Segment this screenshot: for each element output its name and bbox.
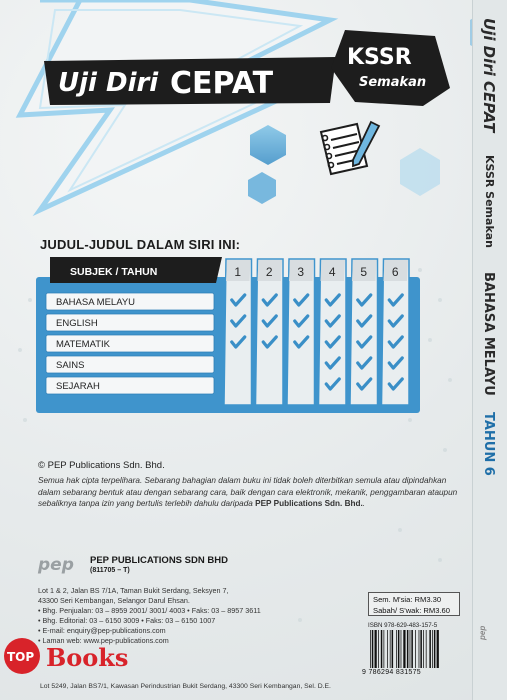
barcode-number: 9 786294 831575 xyxy=(362,669,421,676)
publisher-reg: (811705 – T) xyxy=(90,567,130,574)
barcode xyxy=(368,630,463,668)
spine-kssr: KSSR Semakan xyxy=(483,155,496,249)
book-spine xyxy=(472,0,507,700)
copyright-line: © PEP Publications Sdn. Bhd. xyxy=(38,460,165,471)
barcode-bar xyxy=(375,630,377,668)
year-label: 6 xyxy=(391,265,399,279)
barcode-bar xyxy=(381,630,383,668)
barcode-bar xyxy=(415,630,416,668)
notebook-pencil-icon xyxy=(315,120,385,180)
editorial-phone: • Bhg. Editorial: 03 – 6150 3009 • Faks: 03 – 6150 1007 xyxy=(38,616,216,625)
spine-title: Uji Diri CEPAT xyxy=(480,18,498,133)
price-east: Sabah/ S'wak: RM3.60 xyxy=(373,606,451,615)
watermark-books-text: Books xyxy=(46,643,129,672)
barcode-bar xyxy=(396,630,397,668)
year-label: 1 xyxy=(234,265,242,279)
publisher-website: • Laman web: www.pep-publications.com xyxy=(38,636,169,645)
semakan-text: Semakan xyxy=(359,75,427,90)
sales-phone: • Bhg. Penjualan: 03 – 8959 2001/ 3001/ 4003 • Faks: 03 – 8957 3611 xyxy=(38,606,261,615)
barcode-bar xyxy=(390,630,391,668)
barcode-bar xyxy=(387,630,388,668)
topbooks-watermark-logo xyxy=(2,636,162,676)
barcode-bar xyxy=(434,630,436,668)
barcode-bar xyxy=(401,630,402,668)
series-heading: JUDUL-JUDUL DALAM SIRI INI: xyxy=(40,237,241,252)
barcode-bar xyxy=(429,630,431,668)
barcode-bar xyxy=(426,630,427,668)
legal-company: PEP Publications Sdn. Bhd. xyxy=(255,499,363,508)
price-peninsular: Sem. M'sia: RM3.30 xyxy=(373,595,442,604)
series-title-part1: Uji Diri xyxy=(58,68,159,98)
price-box xyxy=(368,592,460,616)
barcode-bar xyxy=(437,630,439,668)
year-label: 4 xyxy=(328,265,336,279)
legal-notice: Semua hak cipta terpelihara. Sebarang bahagian dalam buku ini tidak boleh diterbitkan semula atau dipindahkan dalam sebarang bentuk atau dengan sebarang cara, baik dengan cara elektronik, mekanik, penggambaran ataupun sebaliknya tanpa izin yang bertulis terlebih dahulu daripada PEP Publications Sdn. Bhd.. xyxy=(38,476,458,508)
kssr-text: KSSR xyxy=(347,45,412,70)
series-titles-table xyxy=(36,255,420,413)
year-label: 2 xyxy=(265,265,273,279)
watermark-top-text: TOP xyxy=(7,650,35,664)
barcode-bar xyxy=(410,630,411,668)
spine-subject: BAHASA MELAYU xyxy=(481,272,496,396)
barcode-bar xyxy=(420,630,422,668)
barcode-bar xyxy=(378,630,379,668)
address-line: Lot 1 & 2, Jalan BS 7/1A, Taman Bukit Serdang, Seksyen 7, xyxy=(38,586,229,595)
barcode-bar xyxy=(407,630,409,668)
barcode-bar xyxy=(370,630,371,668)
pep-logo xyxy=(36,552,84,576)
barcode-bar xyxy=(419,630,420,668)
subject-label: MATEMATIK xyxy=(56,339,111,350)
publisher-name: PEP PUBLICATIONS SDN BHD xyxy=(90,555,228,566)
barcode-bar xyxy=(411,630,413,668)
barcode-bar xyxy=(423,630,424,668)
subject-label: ENGLISH xyxy=(56,318,98,329)
barcode-bar xyxy=(384,630,385,668)
spine-year: TAHUN 6 xyxy=(481,412,496,476)
year-label: 5 xyxy=(360,265,368,279)
pep-logo-text: pep xyxy=(38,555,74,575)
publisher-email: • E-mail: enquiry@pep-publications.com xyxy=(38,626,166,635)
printer-address: Lot 5249, Jalan BS7/1, Kawasan Perindustrian Bukit Serdang, 43300 Seri Kembangan, Sel. D.E. xyxy=(40,683,331,690)
legal-text: Semua hak cipta terpelihara. Sebarang bahagian dalam buku ini tidak boleh diterbitkan semula atau dipindahkan dalam sebarang bentuk atau dengan sebarang cara, baik dengan cara elektronik, mekanik, penggambaran ataupun sebaliknya tanpa izin yang bertulis terlebih dahulu daripada xyxy=(38,476,458,508)
subject-label: SEJARAH xyxy=(56,381,100,392)
kssr-semakan-badge xyxy=(325,28,455,108)
series-title-logo xyxy=(40,55,340,107)
barcode-bar xyxy=(392,630,394,668)
subject-label: SAINS xyxy=(56,360,85,371)
isbn: ISBN 978-629-483-157-5 xyxy=(368,622,438,629)
barcode-bar xyxy=(398,630,400,668)
table-header-label: SUBJEK / TAHUN xyxy=(70,266,158,278)
spine-pep-logo: pep xyxy=(478,625,487,640)
barcode-bar xyxy=(403,630,405,668)
subject-label: BAHASA MELAYU xyxy=(56,297,136,308)
address-line: 43300 Seri Kembangan, Selangor Darul Ehsan. xyxy=(38,596,190,605)
year-label: 3 xyxy=(297,265,305,279)
barcode-bar xyxy=(372,630,374,668)
barcode-bar xyxy=(432,630,433,668)
series-title-part2: CEPAT xyxy=(170,66,274,101)
